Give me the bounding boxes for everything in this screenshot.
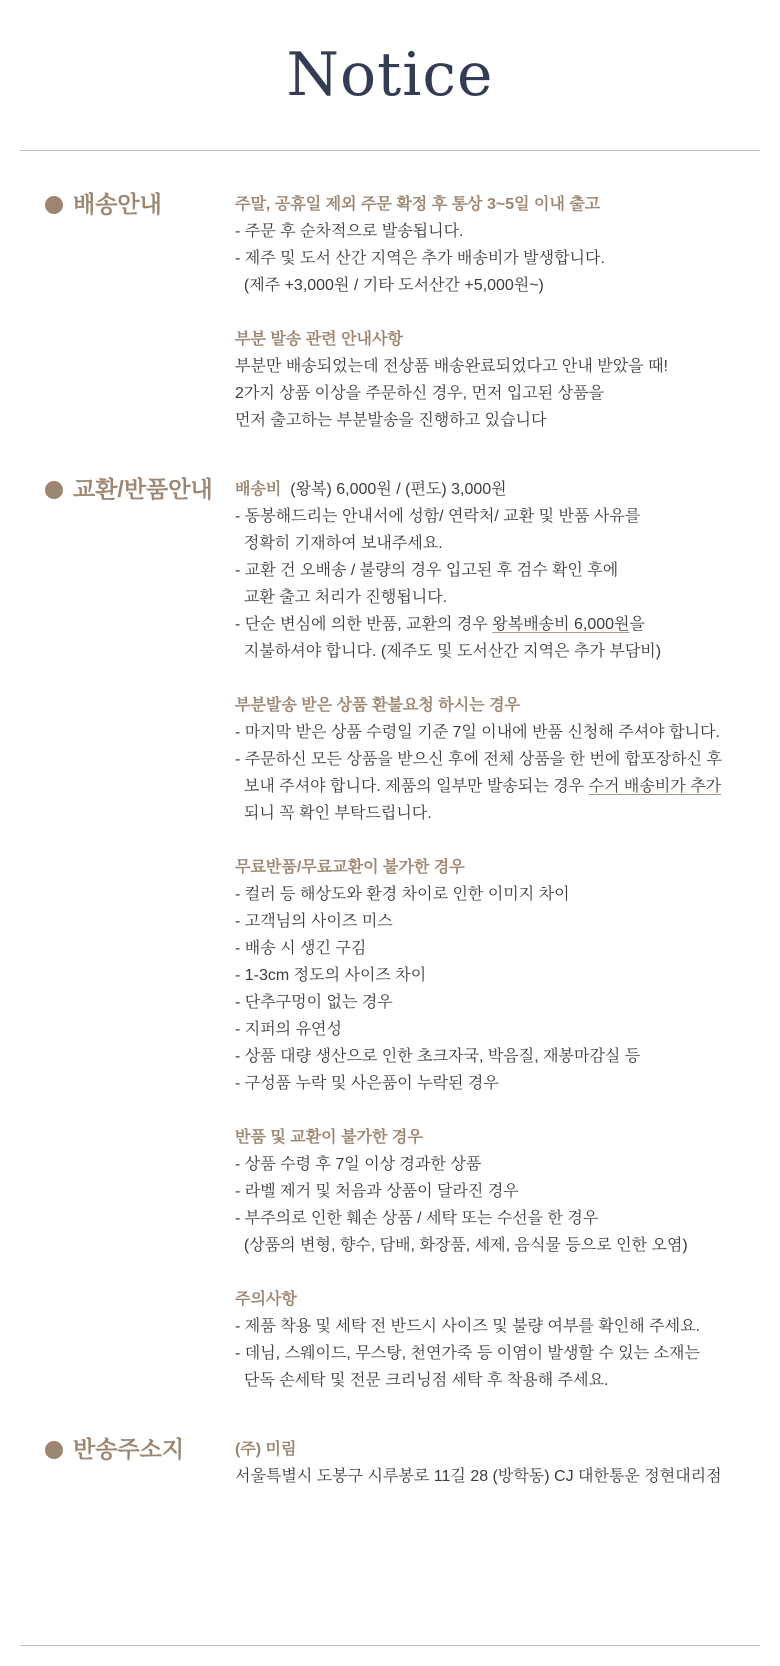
body-text: - 구성품 누락 및 사은품이 누락된 경우	[235, 1075, 499, 1092]
text-block	[235, 1124, 780, 1259]
section-heading-return-address	[45, 1436, 235, 1463]
bullet-circle-icon	[45, 481, 63, 499]
text-line	[235, 746, 780, 773]
text-line	[235, 1070, 780, 1097]
text-line	[235, 503, 780, 530]
text-block	[235, 191, 780, 299]
body-text: - 1-3cm 정도의 사이즈 차이	[235, 967, 427, 984]
accent-text: (주) 미림	[235, 1441, 297, 1458]
text-line	[235, 719, 780, 746]
section-body-return-address	[235, 1436, 780, 1490]
text-line	[235, 611, 780, 638]
body-text: - 컬러 등 해상도와 환경 차이로 인한 이미지 차이	[235, 886, 570, 903]
text-line	[235, 584, 780, 611]
accent-text: 주의사항	[235, 1291, 297, 1308]
body-text: - 제주 및 도서 산간 지역은 추가 배송비가 발생합니다.	[235, 250, 605, 267]
accent-text: 부분 발송 관련 안내사항	[235, 331, 403, 348]
text-line	[235, 692, 780, 719]
section-heading-shipping-info	[45, 191, 235, 218]
text-line	[235, 1151, 780, 1178]
text-line	[235, 1367, 780, 1394]
section-heading-exchange-return-info	[45, 476, 235, 503]
underlined-text: 왕복배송비 6,000원	[492, 616, 630, 633]
body-text: - 부주의로 인한 훼손 상품 / 세탁 또는 수선을 한 경우	[235, 1210, 599, 1227]
body-text: - 교환 건 오배송 / 불량의 경우 입고된 후 검수 확인 후에	[235, 562, 619, 579]
text-line	[235, 935, 780, 962]
text-line	[235, 989, 780, 1016]
text-line	[235, 218, 780, 245]
section-heading-label: 배송안내	[73, 191, 162, 217]
text-line	[235, 1016, 780, 1043]
body-text: 보내 주셔야 합니다. 제품의 일부만 발송되는 경우	[235, 778, 589, 795]
body-text: - 배송 시 생긴 구김	[235, 940, 367, 957]
text-line	[235, 530, 780, 557]
text-line	[235, 1124, 780, 1151]
text-line	[235, 380, 780, 407]
body-text: 2가지 상품 이상을 주문하신 경우, 먼저 입고된 상품을	[235, 385, 605, 402]
text-line	[235, 476, 780, 503]
text-line	[235, 326, 780, 353]
text-line	[235, 881, 780, 908]
text-line	[235, 353, 780, 380]
body-text: - 단추구멍이 없는 경우	[235, 994, 393, 1011]
bullet-circle-icon	[45, 1441, 63, 1459]
page-title: Notice	[286, 40, 494, 110]
body-text: - 제품 착용 및 세탁 전 반드시 사이즈 및 불량 여부를 확인해 주세요.	[235, 1318, 700, 1335]
accent-text: 부분발송 받은 상품 환불요청 하시는 경우	[235, 697, 520, 714]
body-text: (제주 +3,000원 / 기타 도서산간 +5,000원~)	[235, 277, 544, 294]
body-text: 되니 꼭 확인 부탁드립니다.	[235, 805, 432, 822]
body-text: - 상품 대량 생산으로 인한 초크자국, 박음질, 재봉마감실 등	[235, 1048, 641, 1065]
body-text: - 동봉해드리는 안내서에 성함/ 연락처/ 교환 및 반품 사유를	[235, 508, 641, 525]
text-line	[235, 1463, 780, 1490]
body-text: (왕복) 6,000원 / (편도) 3,000원	[281, 481, 507, 498]
text-line	[235, 854, 780, 881]
notice-content	[0, 151, 780, 1490]
body-text: 정확히 기재하여 보내주세요.	[235, 535, 443, 552]
body-text: - 라벨 제거 및 처음과 상품이 달라진 경우	[235, 1183, 519, 1200]
accent-text: 반품 및 교환이 불가한 경우	[235, 1129, 423, 1146]
accent-text: 무료반품/무료교환이 불가한 경우	[235, 859, 465, 876]
text-line	[235, 1043, 780, 1070]
body-text: 교환 출고 처리가 진행됩니다.	[235, 589, 448, 606]
text-line	[235, 1178, 780, 1205]
text-line	[235, 1286, 780, 1313]
text-line	[235, 1340, 780, 1367]
body-text: - 주문하신 모든 상품을 받으신 후에 전체 상품을 한 번에 합포장하신 후	[235, 751, 722, 768]
section-body-shipping-info	[235, 191, 780, 434]
section-exchange-return-info	[45, 476, 780, 1394]
text-block	[235, 326, 780, 434]
body-text: - 마지막 받은 상품 수령일 기준 7일 이내에 반품 신청해 주셔야 합니다.	[235, 724, 720, 741]
text-line	[235, 557, 780, 584]
body-text: (상품의 변형, 향수, 담배, 화장품, 세제, 음식물 등으로 인한 오염)	[235, 1237, 688, 1254]
body-text: 단독 손세탁 및 전문 크리닝점 세탁 후 착용해 주세요.	[235, 1372, 609, 1389]
underlined-text: 수거 배송비가 추가	[588, 778, 722, 795]
section-shipping-info	[45, 191, 780, 434]
text-line	[235, 191, 780, 218]
section-body-exchange-return-info	[235, 476, 780, 1394]
text-line	[235, 638, 780, 665]
body-text: 을	[629, 616, 645, 633]
accent-text: 배송비	[235, 481, 282, 498]
text-block	[235, 854, 780, 1097]
body-text: - 상품 수령 후 7일 이상 경과한 상품	[235, 1156, 482, 1173]
text-line	[235, 800, 780, 827]
text-line	[235, 1436, 780, 1463]
body-text: 서울특별시 도봉구 시루봉로 11길 28 (방학동) CJ 대한통운 정현대리점	[235, 1468, 722, 1485]
text-line	[235, 773, 780, 800]
text-block	[235, 1286, 780, 1394]
bottom-divider	[20, 1645, 760, 1646]
text-line	[235, 908, 780, 935]
section-heading-label: 반송주소지	[73, 1436, 185, 1462]
text-block	[235, 692, 780, 827]
text-block	[235, 476, 780, 665]
accent-text: 주말, 공휴일 제외 주문 확정 후 통상 3~5일 이내 출고	[235, 196, 601, 213]
body-text: - 데님, 스웨이드, 무스탕, 천연가죽 등 이염이 발생할 수 있는 소재는	[235, 1345, 700, 1362]
text-line	[235, 1313, 780, 1340]
body-text: - 단순 변심에 의한 반품, 교환의 경우	[235, 616, 493, 633]
text-line	[235, 272, 780, 299]
body-text: - 주문 후 순차적으로 발송됩니다.	[235, 223, 464, 240]
bullet-circle-icon	[45, 196, 63, 214]
text-line	[235, 407, 780, 434]
text-line	[235, 245, 780, 272]
text-block	[235, 1436, 780, 1490]
text-line	[235, 1205, 780, 1232]
body-text: 부분만 배송되었는데 전상품 배송완료되었다고 안내 받았을 때!	[235, 358, 668, 375]
section-heading-label: 교환/반품안내	[73, 476, 213, 502]
text-line	[235, 962, 780, 989]
text-line	[235, 1232, 780, 1259]
body-text: - 고객님의 사이즈 미스	[235, 913, 393, 930]
body-text: 지불하셔야 합니다. (제주도 및 도서산간 지역은 추가 부담비)	[235, 643, 662, 660]
section-return-address	[45, 1436, 780, 1490]
body-text: - 지퍼의 유연성	[235, 1021, 342, 1038]
body-text: 먼저 출고하는 부분발송을 진행하고 있습니다	[235, 412, 547, 429]
